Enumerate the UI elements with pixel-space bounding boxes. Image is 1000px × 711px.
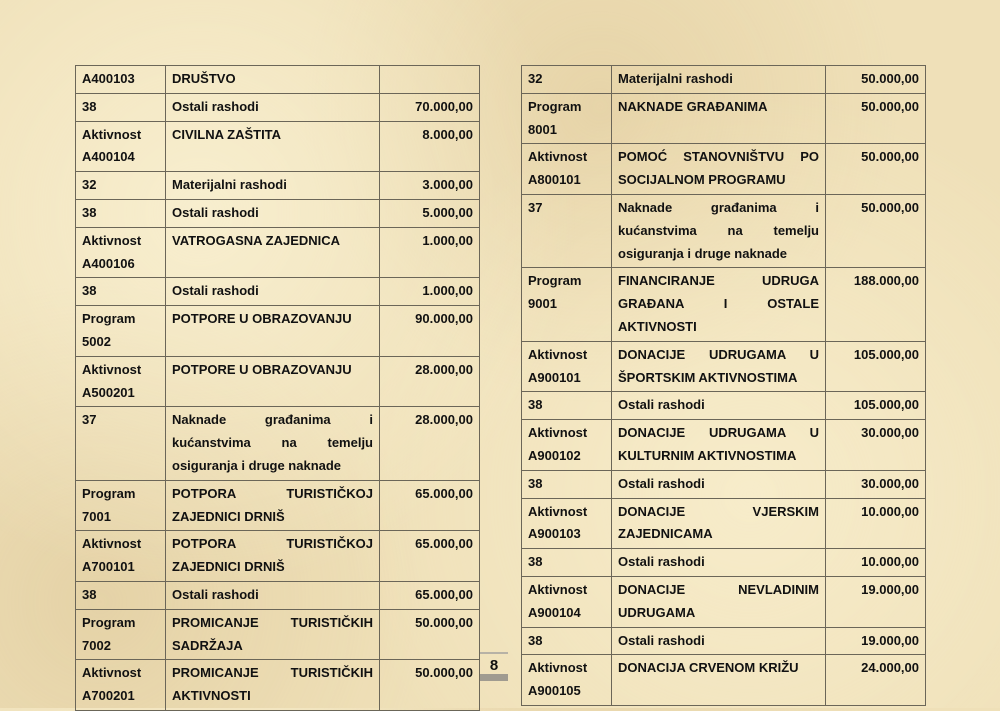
row-code: Aktivnost A800101 xyxy=(522,144,612,195)
row-name: DONACIJA CRVENOM KRIŽU xyxy=(612,655,826,706)
row-code: Aktivnost A500201 xyxy=(76,356,166,407)
table-row xyxy=(522,144,926,195)
row-code: 38 xyxy=(522,392,612,420)
row-name: Ostali rashodi xyxy=(612,470,826,498)
row-name: Ostali rashodi xyxy=(166,93,380,121)
table-row xyxy=(76,199,480,227)
row-amount: 50.000,00 xyxy=(826,194,926,267)
table-row xyxy=(76,66,480,94)
table-row xyxy=(522,549,926,577)
row-amount: 188.000,00 xyxy=(826,268,926,341)
table-row xyxy=(76,306,480,357)
row-name: POTPORE U OBRAZOVANJU xyxy=(166,356,380,407)
row-amount: 19.000,00 xyxy=(826,627,926,655)
row-amount: 30.000,00 xyxy=(826,420,926,471)
row-name: DONACIJE VJERSKIM ZAJEDNICAMA xyxy=(612,498,826,549)
row-name: DONACIJE NEVLADINIM UDRUGAMA xyxy=(612,576,826,627)
row-amount: 50.000,00 xyxy=(826,144,926,195)
row-code: Program 9001 xyxy=(522,268,612,341)
row-name: VATROGASNA ZAJEDNICA xyxy=(166,227,380,278)
row-name: Ostali rashodi xyxy=(612,392,826,420)
row-code: A400103 xyxy=(76,66,166,94)
row-amount: 30.000,00 xyxy=(826,470,926,498)
row-code: Aktivnost A400104 xyxy=(76,121,166,172)
row-name: Materijalni rashodi xyxy=(612,66,826,94)
row-amount: 50.000,00 xyxy=(380,609,480,660)
row-amount: 1.000,00 xyxy=(380,278,480,306)
table-row xyxy=(76,121,480,172)
budget-table-right xyxy=(521,65,926,706)
table-row xyxy=(522,627,926,655)
row-name: Ostali rashodi xyxy=(612,549,826,577)
row-code: Program 7002 xyxy=(76,609,166,660)
row-code: 38 xyxy=(522,470,612,498)
row-name: POMOĆ STANOVNIŠTVU PO SOCIJALNOM PROGRAMU xyxy=(612,144,826,195)
row-name: Ostali rashodi xyxy=(166,199,380,227)
row-amount: 28.000,00 xyxy=(380,407,480,480)
row-name: CIVILNA ZAŠTITA xyxy=(166,121,380,172)
row-name: Naknade građanima i kućanstvima na temelju osiguranja i druge naknade xyxy=(612,194,826,267)
table-row xyxy=(76,660,480,711)
table-row xyxy=(76,93,480,121)
row-name: DONACIJE UDRUGAMA U ŠPORTSKIM AKTIVNOSTIMA xyxy=(612,341,826,392)
row-amount: 10.000,00 xyxy=(826,549,926,577)
table-row xyxy=(522,576,926,627)
row-name: FINANCIRANJE UDRUGA GRAĐANA I OSTALE AKTIVNOSTI xyxy=(612,268,826,341)
row-code: Program 5002 xyxy=(76,306,166,357)
table-row xyxy=(76,581,480,609)
row-code: Program 8001 xyxy=(522,93,612,144)
row-name: PROMICANJE TURISTIČKIH AKTIVNOSTI xyxy=(166,660,380,711)
row-code: Aktivnost A900104 xyxy=(522,576,612,627)
row-name: PROMICANJE TURISTIČKIH SADRŽAJA xyxy=(166,609,380,660)
row-amount: 50.000,00 xyxy=(826,93,926,144)
row-name: POTPORA TURISTIČKOJ ZAJEDNICI DRNIŠ xyxy=(166,480,380,531)
row-code: 38 xyxy=(522,627,612,655)
row-code: 38 xyxy=(76,93,166,121)
table-row xyxy=(522,66,926,94)
row-amount: 5.000,00 xyxy=(380,199,480,227)
budget-table-left xyxy=(75,65,480,711)
row-amount: 3.000,00 xyxy=(380,172,480,200)
row-amount: 8.000,00 xyxy=(380,121,480,172)
row-amount: 105.000,00 xyxy=(826,392,926,420)
row-code: 37 xyxy=(76,407,166,480)
row-name: Materijalni rashodi xyxy=(166,172,380,200)
table-row xyxy=(76,172,480,200)
row-amount: 19.000,00 xyxy=(826,576,926,627)
table-row xyxy=(76,407,480,480)
row-code: 37 xyxy=(522,194,612,267)
table-row xyxy=(522,420,926,471)
table-row xyxy=(76,531,480,582)
row-name: Ostali rashodi xyxy=(166,581,380,609)
row-code: Program 7001 xyxy=(76,480,166,531)
row-amount: 70.000,00 xyxy=(380,93,480,121)
row-code: Aktivnost A700201 xyxy=(76,660,166,711)
table-row xyxy=(522,341,926,392)
row-name: NAKNADE GRAĐANIMA xyxy=(612,93,826,144)
row-amount: 65.000,00 xyxy=(380,581,480,609)
row-amount: 24.000,00 xyxy=(826,655,926,706)
page-number: 8 xyxy=(480,652,508,680)
table-row xyxy=(76,480,480,531)
table-row xyxy=(522,93,926,144)
row-amount: 65.000,00 xyxy=(380,531,480,582)
table-row xyxy=(76,609,480,660)
table-row xyxy=(522,392,926,420)
row-amount: 50.000,00 xyxy=(380,660,480,711)
row-code: 32 xyxy=(522,66,612,94)
page-number-underline xyxy=(480,674,508,681)
row-code: 38 xyxy=(76,581,166,609)
table-row xyxy=(522,498,926,549)
row-name: Naknade građanima i kućanstvima na temelju osiguranja i druge naknade xyxy=(166,407,380,480)
row-name: POTPORE U OBRAZOVANJU xyxy=(166,306,380,357)
table-row xyxy=(76,227,480,278)
row-amount: 50.000,00 xyxy=(826,66,926,94)
row-amount xyxy=(380,66,480,94)
row-code: Aktivnost A400106 xyxy=(76,227,166,278)
row-code: Aktivnost A900102 xyxy=(522,420,612,471)
row-code: 38 xyxy=(522,549,612,577)
row-code: Aktivnost A900103 xyxy=(522,498,612,549)
table-row xyxy=(522,194,926,267)
row-amount: 65.000,00 xyxy=(380,480,480,531)
row-code: Aktivnost A900105 xyxy=(522,655,612,706)
table-row xyxy=(76,278,480,306)
row-code: 32 xyxy=(76,172,166,200)
row-amount: 10.000,00 xyxy=(826,498,926,549)
row-amount: 105.000,00 xyxy=(826,341,926,392)
row-amount: 1.000,00 xyxy=(380,227,480,278)
table-row xyxy=(522,470,926,498)
row-name: DRUŠTVO xyxy=(166,66,380,94)
row-amount: 90.000,00 xyxy=(380,306,480,357)
table-row xyxy=(76,356,480,407)
row-code: Aktivnost A700101 xyxy=(76,531,166,582)
row-code: 38 xyxy=(76,278,166,306)
row-amount: 28.000,00 xyxy=(380,356,480,407)
table-row xyxy=(522,268,926,341)
table-row xyxy=(522,655,926,706)
row-name: Ostali rashodi xyxy=(166,278,380,306)
row-code: 38 xyxy=(76,199,166,227)
row-name: DONACIJE UDRUGAMA U KULTURNIM AKTIVNOSTIMA xyxy=(612,420,826,471)
row-name: Ostali rashodi xyxy=(612,627,826,655)
row-code: Aktivnost A900101 xyxy=(522,341,612,392)
row-name: POTPORA TURISTIČKOJ ZAJEDNICI DRNIŠ xyxy=(166,531,380,582)
